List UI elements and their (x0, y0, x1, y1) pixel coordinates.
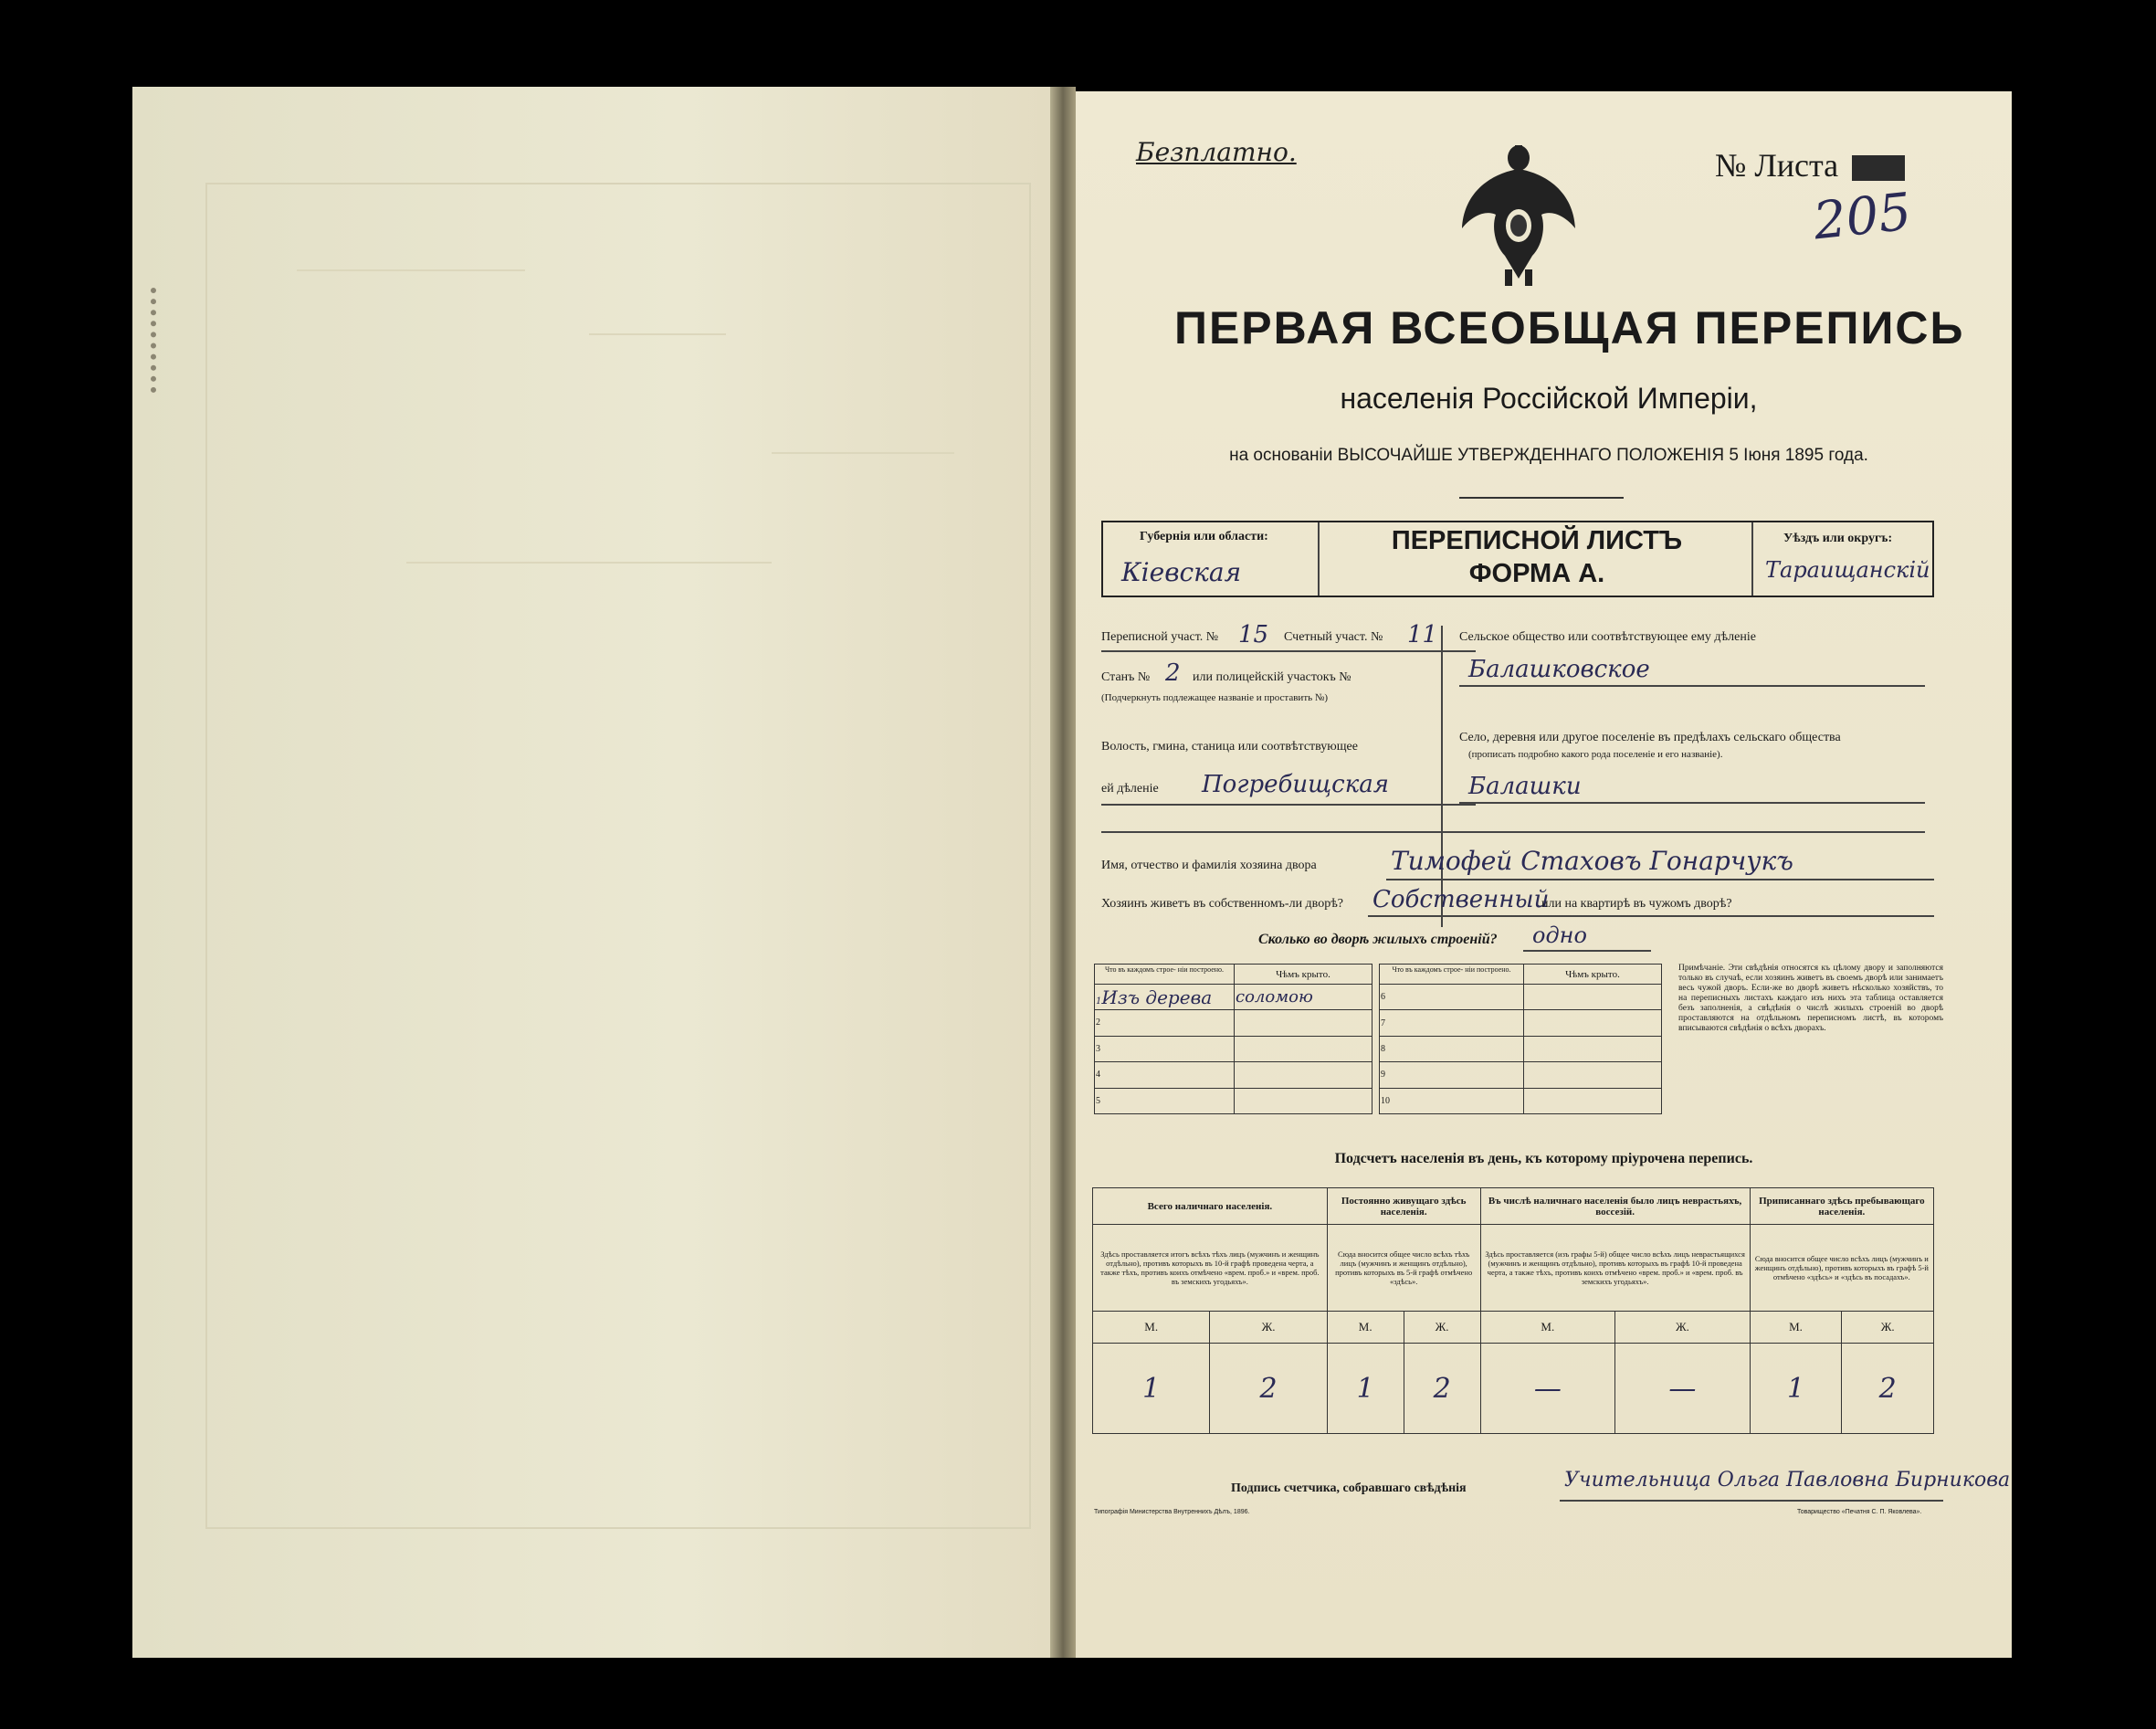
owner-name-value: Тимофей Стаховъ Гонарчукъ (1391, 846, 1793, 876)
volost-value: Погребищская (1202, 771, 1389, 798)
gubernia-label: Губернія или области: (1140, 530, 1268, 543)
summary-value-m: — (1480, 1344, 1615, 1434)
fields-divider (1441, 626, 1443, 927)
summary-f-label: Ж. (1404, 1312, 1480, 1344)
uezd-value: Тараищанскій (1765, 557, 1930, 583)
summary-value-m: 1 (1093, 1344, 1210, 1434)
buildings-value: одно (1532, 922, 1587, 948)
buildings-col-roof-2: Чѣмъ крыто. (1524, 965, 1662, 985)
summary-head-3: Въ числѣ наличнаго населенія было лицъ неврастьяхъ, воссезій. (1480, 1188, 1750, 1225)
summary-head-1: Всего наличнаго населенія. (1093, 1188, 1328, 1225)
buildings-label: Сколько во дворѣ жилыхъ строеній? (1258, 932, 1498, 947)
owner-lives-value: Собственный (1372, 886, 1550, 913)
summary-head-2: Постоянно живущаго здѣсь населенія. (1327, 1188, 1480, 1225)
row-number: 4 (1096, 1070, 1100, 1081)
society-value: Балашковское (1468, 656, 1650, 683)
summary-f-label: Ж. (1210, 1312, 1327, 1344)
census-district-label: Переписной участ. № (1101, 630, 1219, 644)
summary-desc-4: Сюда вносится общее число всѣхъ лицъ (мужчинъ и женщинъ отдѣльно), противъ которыхъ въ графѣ 5-й отмѣчено «здѣсь» и «здѣсь въ посадахъ». (1750, 1225, 1933, 1312)
summary-value-f: 2 (1842, 1344, 1934, 1434)
buildings-note: Примѣчаніе. Эти свѣдѣнія относятся къ цѣлому двору и заполняются только въ случаѣ, если хозяинъ живетъ въ своемъ дворѣ или занимаетъ весь чужой дворъ. Если-же во дворѣ живетъ нѣсколько хозяйствъ, то на переписныхъ листахъ каждаго изъ нихъ эта таблица оставляется безъ заполненія, а свѣдѣнія о числѣ жилыхъ строеній во дворѣ проставляются на отдѣльномъ переписномъ листѣ, въ которомъ вписываются свѣдѣнія о всѣхъ дворахъ. (1678, 964, 1943, 1033)
signature-label: Подпись счетчика, собравшаго свѣдѣнія (1231, 1481, 1467, 1495)
buildings-table (1094, 964, 1660, 1114)
right-imprint: Товарищество «Печатня С. П. Яковлева». (1797, 1509, 1922, 1515)
building-roof: соломою (1235, 985, 1372, 1010)
stan-rest-label: или полицейскій участокъ № (1193, 670, 1351, 684)
form-header-box (1101, 521, 1934, 597)
row-number: 2 (1096, 1017, 1100, 1028)
owner-name-label: Имя, отчество и фамилія хозяина двора (1101, 859, 1317, 872)
location-fields-right (1459, 621, 1934, 932)
summary-value-f: 2 (1210, 1344, 1327, 1434)
summary-head-4: Приписаннаго здѣсь пребывающаго населенія. (1750, 1188, 1933, 1225)
summary-value-f: 2 (1404, 1344, 1480, 1434)
row-number: 3 (1096, 1043, 1100, 1054)
row-number: 10 (1380, 1088, 1524, 1113)
binding-stamp-mark (151, 288, 169, 393)
imperial-eagle-emblem (1455, 142, 1583, 288)
left-imprint: Типографія Министерства Внутреннихъ Дѣлъ, 1896. (1094, 1509, 1250, 1515)
society-label: Сельское общество или соотвѣтствующее ему дѣленіе (1459, 630, 1756, 644)
gubernia-value: Кіевская (1121, 557, 1242, 587)
row-number: 9 (1380, 1062, 1524, 1088)
uezd-label: Уѣздъ или округъ: (1783, 532, 1893, 545)
owner-lives-line (1368, 915, 1934, 917)
row-number: 7 (1380, 1010, 1524, 1036)
census-basis: на основаніи ВЫСОЧАЙШЕ УТВЕРЖДЕННАГО ПОЛОЖЕНІЯ 5 Іюня 1895 года. (1229, 446, 1868, 465)
volost-label: Волость, гмина, станица или соотвѣтствующее (1101, 740, 1358, 754)
stan-value: 2 (1165, 659, 1181, 687)
row-number: 1 (1096, 996, 1102, 1007)
book-gutter (1050, 87, 1076, 1658)
summary-title: Подсчетъ населенія въ день, къ которому пріурочена перепись. (1334, 1151, 1753, 1166)
free-label: Безплатно. (1136, 137, 1297, 167)
buildings-line (1523, 950, 1651, 952)
row-number: 5 (1096, 1095, 1100, 1106)
sheet-number-label: № Листа (1715, 147, 1839, 184)
form-name-line2: ФОРМА А. (1468, 559, 1605, 588)
stan-label: Станъ № (1101, 670, 1151, 684)
village-label: Село, деревня или другое поселеніе въ предѣлахъ сельскаго общества (1459, 731, 1841, 744)
left-page (132, 87, 1050, 1658)
summary-desc-2: Сюда вносится общее число всѣхъ тѣхъ лицъ (мужчинъ и женщинъ отдѣльно), противъ которыхъ въ 5-й графѣ отмѣчено «здѣсь». (1327, 1225, 1480, 1312)
census-title: ПЕРВАЯ ВСЕОБЩАЯ ПЕРЕПИСЬ (1174, 302, 1965, 353)
census-subtitle: населенія Россійской Имперіи, (1340, 382, 1758, 415)
village-value: Балашки (1468, 773, 1582, 800)
signature-line (1560, 1500, 1943, 1502)
summary-value-f: — (1615, 1344, 1751, 1434)
title-divider (1459, 497, 1624, 499)
summary-m-label: М. (1327, 1312, 1404, 1344)
count-district-value: 11 (1407, 621, 1438, 648)
count-district-label: Счетный участ. № (1284, 630, 1383, 644)
buildings-col-what: Что въ каждомъ строе- ніи построено. (1095, 965, 1235, 985)
summary-f-label: Ж. (1842, 1312, 1934, 1344)
summary-value-m: 1 (1327, 1344, 1404, 1434)
summary-f-label: Ж. (1615, 1312, 1751, 1344)
owner-lives-label: Хозяинъ живетъ въ собственномъ-ли дворѣ? (1101, 897, 1344, 911)
form-name-line1: ПЕРЕПИСНОЙ ЛИСТЪ (1391, 526, 1683, 555)
owner-lives-rest: или на квартирѣ въ чужомъ дворѣ? (1541, 897, 1732, 911)
summary-desc-3: Здѣсь проставляется (изъ графы 5-й) общее число всѣхъ лицъ неврастьящихся (мужчинъ и женщинъ отдѣльно), противъ которыхъ въ графѣ 10-й проведена черта, а также тѣхъ, противъ коихъ отмѣчено «врем. проб.» и «врем. проб. въ земскихъ угодьяхъ». (1480, 1225, 1750, 1312)
census-district-value: 15 (1238, 621, 1269, 648)
row-number: 8 (1380, 1036, 1524, 1061)
buildings-col-what-2: Что въ каждомъ строе- ніи построено. (1380, 965, 1524, 985)
left-page-bleed-frame (205, 183, 1031, 1529)
location-fields-left (1101, 621, 1485, 932)
summary-table (1092, 1187, 1934, 1434)
building-what: Изъ дерева (1101, 986, 1213, 1008)
owner-name-line (1386, 879, 1934, 880)
summary-m-label: М. (1750, 1312, 1842, 1344)
village-note: (прописать подробно какого рода поселеніе и его названіе). (1468, 749, 1723, 760)
buildings-table-left (1094, 964, 1372, 1114)
signature-value: Учительница Ольга Павловна Бирникова (1564, 1469, 2011, 1492)
volost-label-2: ей дѣленіе (1101, 782, 1159, 796)
stan-note: (Подчеркнуть подлежащее названіе и проставить №) (1101, 692, 1329, 703)
buildings-table-right (1379, 964, 1662, 1114)
sheet-number-value: 205 (1810, 182, 1914, 252)
summary-value-m: 1 (1750, 1344, 1842, 1434)
summary-m-label: М. (1093, 1312, 1210, 1344)
summary-m-label: М. (1480, 1312, 1615, 1344)
summary-desc-1: Здѣсь проставляется итогъ всѣхъ тѣхъ лицъ (мужчинъ и женщинъ отдѣльно), противъ которыхъ въ 10-й графѣ проведена черта, а также тѣхъ, противъ коихъ отмѣчено «врем. проб.» и «врем. проб. въ земскихъ угодьяхъ». (1093, 1225, 1328, 1312)
census-form-page (1076, 91, 2012, 1658)
redacted-sheet-stamp (1852, 155, 1905, 181)
row-number: 6 (1380, 985, 1524, 1010)
buildings-col-roof: Чѣмъ крыто. (1235, 965, 1372, 985)
